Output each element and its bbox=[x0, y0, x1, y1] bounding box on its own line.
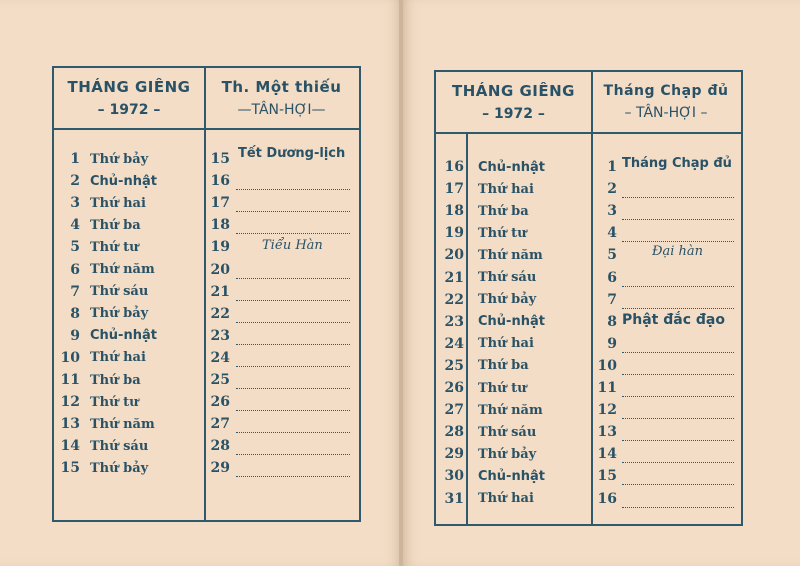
lunar-day-row bbox=[206, 236, 230, 258]
day-row bbox=[438, 311, 545, 333]
lunar-day-number: 8 bbox=[607, 313, 617, 330]
day-row bbox=[54, 170, 157, 192]
weekday-label: Thứ ba bbox=[90, 372, 141, 388]
day-number: 24 bbox=[444, 335, 464, 352]
day-number: 23 bbox=[444, 313, 464, 330]
weekday-label: Thứ hai bbox=[90, 350, 146, 366]
holiday-note: Phật đắc đạo bbox=[622, 312, 725, 328]
lunar-day-row bbox=[206, 214, 230, 236]
day-row bbox=[438, 399, 543, 421]
note-line bbox=[622, 308, 734, 309]
lunar-day-row bbox=[593, 222, 617, 244]
day-number: 19 bbox=[444, 225, 464, 242]
solar-term-note: Đại hàn bbox=[652, 244, 704, 259]
lunar-day-row bbox=[593, 443, 617, 465]
solar-header bbox=[54, 68, 204, 128]
day-row bbox=[54, 236, 139, 258]
lunar-day-number: 13 bbox=[597, 424, 617, 441]
note-line bbox=[236, 322, 350, 323]
weekday-label: Thứ bảy bbox=[90, 306, 149, 322]
day-row bbox=[54, 325, 157, 347]
note-line bbox=[236, 300, 350, 301]
day-row bbox=[54, 369, 141, 391]
weekday-label: Thứ bảy bbox=[90, 151, 149, 167]
note-line bbox=[236, 432, 350, 433]
day-number: 2 bbox=[70, 173, 80, 190]
lunar-day-number: 18 bbox=[210, 217, 230, 234]
day-row bbox=[438, 244, 543, 266]
lunar-day-row bbox=[206, 148, 230, 170]
lunar-day-number: 16 bbox=[597, 490, 617, 507]
note-line bbox=[622, 396, 734, 397]
lunar-day-number: 21 bbox=[210, 283, 230, 300]
lunar-day-number: 23 bbox=[210, 327, 230, 344]
day-row bbox=[54, 391, 139, 413]
note-line bbox=[236, 233, 350, 234]
weekday-label: Thứ bảy bbox=[478, 446, 537, 462]
day-row bbox=[54, 259, 155, 281]
day-number: 20 bbox=[444, 247, 464, 264]
note-line bbox=[622, 507, 734, 508]
weekday-label: Thứ hai bbox=[478, 336, 534, 352]
weekday-label: Chủ-nhật bbox=[478, 314, 545, 330]
day-row bbox=[438, 333, 534, 355]
day-row bbox=[54, 457, 148, 479]
lunar-day-number: 7 bbox=[607, 291, 617, 308]
lunar-day-row bbox=[206, 391, 230, 413]
day-row bbox=[54, 303, 148, 325]
day-number: 8 bbox=[70, 305, 80, 322]
day-row bbox=[438, 488, 534, 510]
lunar-day-row bbox=[206, 435, 230, 457]
day-number: 10 bbox=[60, 349, 80, 366]
lunar-day-row bbox=[593, 488, 617, 510]
note-line bbox=[236, 410, 350, 411]
lunar-day-row bbox=[206, 457, 230, 479]
lunar-day-number: 16 bbox=[210, 173, 230, 190]
month-title: THÁNG GIÊNG bbox=[67, 78, 191, 96]
day-number: 7 bbox=[70, 283, 80, 300]
weekday-label: Thứ sáu bbox=[478, 270, 537, 285]
note-line bbox=[236, 211, 350, 212]
note-line bbox=[236, 388, 350, 389]
weekday-label: Thứ bảy bbox=[90, 460, 149, 476]
day-number: 27 bbox=[444, 402, 464, 419]
lunar-day-number: 15 bbox=[597, 468, 617, 485]
lunar-day-number: 10 bbox=[597, 357, 617, 374]
weekday-label: Thứ bảy bbox=[478, 292, 537, 308]
note-line bbox=[236, 454, 350, 455]
lunar-day-row bbox=[593, 377, 617, 399]
day-number: 21 bbox=[444, 269, 464, 286]
lunar-day-row bbox=[593, 333, 617, 355]
note-line bbox=[236, 344, 350, 345]
weekday-label: Thứ tư bbox=[90, 239, 139, 255]
day-number: 12 bbox=[60, 394, 80, 411]
lunar-day-number: 3 bbox=[607, 203, 617, 220]
weekday-label: Thứ ba bbox=[478, 203, 529, 219]
lunar-year-title: – TÂN-HỢI – bbox=[624, 105, 708, 121]
lunar-day-number: 20 bbox=[210, 261, 230, 278]
header-divider bbox=[436, 132, 741, 134]
day-row bbox=[54, 413, 155, 435]
year-title: – 1972 – bbox=[482, 106, 545, 122]
day-row bbox=[54, 148, 148, 170]
note-line bbox=[236, 476, 350, 477]
day-number: 9 bbox=[70, 327, 80, 344]
day-number: 22 bbox=[444, 291, 464, 308]
year-title: – 1972 – bbox=[97, 102, 161, 118]
day-row bbox=[438, 377, 527, 399]
day-number: 4 bbox=[70, 217, 80, 234]
weekday-label: Thứ sáu bbox=[478, 424, 537, 440]
day-number: 25 bbox=[444, 357, 464, 374]
lunar-month-title: Th. Một thiếu bbox=[221, 78, 342, 96]
lunar-day-row bbox=[593, 156, 617, 178]
weekday-label: Thứ hai bbox=[90, 195, 146, 211]
book-gutter bbox=[399, 0, 403, 566]
day-number: 3 bbox=[70, 195, 80, 212]
lunar-day-row bbox=[593, 421, 617, 443]
note-line bbox=[622, 440, 734, 441]
day-row bbox=[438, 355, 529, 377]
weekday-label: Thứ sáu bbox=[90, 438, 149, 454]
lunar-day-number: 1 bbox=[607, 159, 617, 175]
solar-term-note: Tiểu Hàn bbox=[262, 238, 323, 253]
day-number: 17 bbox=[444, 181, 464, 198]
day-row bbox=[438, 289, 536, 311]
lunar-day-row bbox=[593, 355, 617, 377]
lunar-day-number: 11 bbox=[597, 380, 617, 396]
weekday-label: Thứ năm bbox=[90, 262, 155, 277]
day-number: 31 bbox=[444, 490, 464, 507]
day-row bbox=[438, 421, 536, 443]
lunar-day-number: 15 bbox=[210, 151, 230, 167]
weekday-label: Thứ tư bbox=[478, 380, 527, 396]
weekday-label: Thứ ba bbox=[90, 217, 141, 233]
weekday-label: Thứ hai bbox=[478, 491, 534, 506]
note-line bbox=[622, 219, 734, 220]
lunar-day-row bbox=[593, 200, 617, 222]
day-row bbox=[438, 222, 527, 244]
header-divider bbox=[54, 128, 359, 130]
day-number: 13 bbox=[60, 416, 80, 433]
note-line bbox=[622, 418, 734, 419]
note-line bbox=[622, 484, 734, 485]
lunar-day-number: 22 bbox=[210, 305, 230, 322]
note-line bbox=[622, 462, 734, 463]
day-number: 18 bbox=[444, 203, 464, 220]
lunar-day-number: 5 bbox=[607, 247, 617, 264]
day-number: 14 bbox=[60, 438, 80, 455]
lunar-header bbox=[593, 72, 739, 132]
note-line bbox=[236, 189, 350, 190]
lunar-day-number: 26 bbox=[210, 394, 230, 411]
weekday-label: Thứ ba bbox=[478, 358, 529, 374]
lunar-day-row bbox=[593, 244, 617, 266]
left-calendar-table bbox=[52, 66, 361, 522]
lunar-day-number: 17 bbox=[210, 195, 230, 212]
lunar-day-number: 2 bbox=[607, 181, 617, 198]
day-number: 6 bbox=[70, 261, 80, 278]
lunar-day-number: 27 bbox=[210, 416, 230, 433]
note-line bbox=[622, 197, 734, 198]
weekday-label: Thứ năm bbox=[478, 402, 543, 418]
lunar-day-number: 4 bbox=[607, 225, 617, 242]
day-number: 29 bbox=[444, 446, 464, 463]
lunar-day-number: 28 bbox=[210, 438, 230, 455]
day-row bbox=[54, 347, 146, 369]
note-line bbox=[622, 286, 734, 287]
lunar-day-row bbox=[206, 303, 230, 325]
holiday-note: Tết Dương-lịch bbox=[238, 146, 346, 161]
note-line bbox=[622, 241, 734, 242]
day-row bbox=[54, 281, 148, 303]
day-number: 16 bbox=[444, 159, 464, 175]
lunar-day-number: 6 bbox=[607, 269, 617, 286]
lunar-day-number: 24 bbox=[210, 349, 230, 366]
day-row bbox=[438, 443, 536, 465]
lunar-day-number: 12 bbox=[597, 402, 617, 419]
weekday-label: Chủ-nhật bbox=[478, 468, 545, 484]
lunar-day-row bbox=[593, 178, 617, 200]
note-line bbox=[622, 374, 734, 375]
day-row bbox=[54, 435, 148, 457]
day-number: 5 bbox=[70, 239, 80, 256]
month-title: THÁNG GIÊNG bbox=[452, 82, 575, 100]
solar-header bbox=[436, 72, 591, 132]
lunar-day-row bbox=[593, 399, 617, 421]
day-number: 1 bbox=[70, 151, 80, 167]
lunar-day-row bbox=[206, 281, 230, 303]
lunar-day-row bbox=[593, 465, 617, 487]
weekday-label: Thứ tư bbox=[90, 394, 139, 410]
day-row bbox=[438, 156, 545, 178]
lunar-day-row bbox=[206, 170, 230, 192]
day-number: 30 bbox=[444, 468, 464, 485]
day-number: 15 bbox=[60, 460, 80, 477]
day-row bbox=[54, 192, 146, 214]
day-row bbox=[438, 267, 536, 289]
lunar-day-row bbox=[206, 325, 230, 347]
lunar-day-number: 29 bbox=[210, 460, 230, 477]
note-line bbox=[622, 352, 734, 353]
weekday-label: Thứ năm bbox=[478, 247, 543, 263]
lunar-day-row bbox=[593, 267, 617, 289]
lunar-month-note: Tháng Chạp đủ bbox=[622, 156, 732, 171]
lunar-day-row bbox=[593, 311, 617, 333]
lunar-day-number: 19 bbox=[210, 239, 230, 256]
weekday-label: Chủ-nhật bbox=[90, 173, 157, 189]
lunar-day-row bbox=[206, 413, 230, 435]
weekday-label: Thứ tư bbox=[478, 225, 527, 241]
weekday-label: Thứ sáu bbox=[90, 284, 149, 300]
day-number: 28 bbox=[444, 424, 464, 441]
note-line bbox=[236, 366, 350, 367]
lunar-day-row bbox=[593, 289, 617, 311]
note-line bbox=[236, 278, 350, 279]
lunar-day-number: 9 bbox=[607, 335, 617, 352]
day-row bbox=[54, 214, 141, 236]
lunar-day-number: 25 bbox=[210, 372, 230, 388]
lunar-day-number: 14 bbox=[597, 446, 617, 463]
weekday-label: Chủ-nhật bbox=[478, 159, 545, 175]
day-row bbox=[438, 465, 545, 487]
right-calendar-table bbox=[434, 70, 743, 526]
lunar-day-row bbox=[206, 192, 230, 214]
day-row bbox=[438, 200, 529, 222]
weekday-label: Thứ năm bbox=[90, 416, 155, 432]
lunar-day-row bbox=[206, 259, 230, 281]
lunar-day-row bbox=[206, 369, 230, 391]
lunar-header bbox=[206, 68, 357, 128]
lunar-month-title: Tháng Chạp đủ bbox=[603, 83, 729, 99]
weekday-label: Thứ hai bbox=[478, 181, 534, 197]
weekday-label: Chủ-nhật bbox=[90, 328, 157, 344]
lunar-year-title: —TÂN-HỢI— bbox=[237, 102, 326, 118]
lunar-day-row bbox=[206, 347, 230, 369]
day-number: 11 bbox=[60, 372, 80, 388]
day-number: 26 bbox=[444, 380, 464, 396]
day-row bbox=[438, 178, 534, 200]
